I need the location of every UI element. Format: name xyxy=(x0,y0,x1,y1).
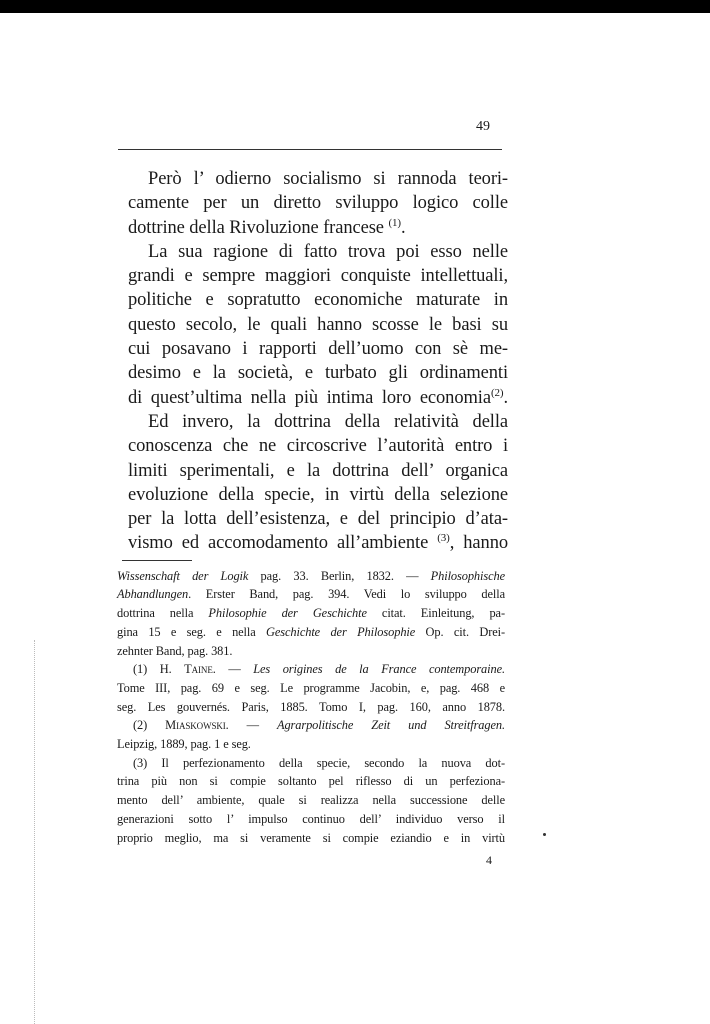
text-run: (1) H. xyxy=(133,662,185,677)
text-run: limiti sperimentali, e la dottrina dell’ organica xyxy=(128,460,508,481)
text-run: trina più non si compie soltanto pel riflesso di un perfeziona- xyxy=(117,774,505,789)
footnote-line xyxy=(117,716,505,735)
footnote-line xyxy=(117,585,505,604)
text-run: . Erster Band, pag. 394. Vedi lo sviluppo della xyxy=(188,587,505,602)
text-run: . xyxy=(503,387,508,408)
footnote-line xyxy=(117,735,505,754)
text-run: evoluzione della specie, in virtù della selezione xyxy=(128,484,508,505)
body-line xyxy=(128,288,508,312)
footnote-line xyxy=(117,679,505,698)
text-run: Philosophie der Geschichte xyxy=(208,606,367,621)
text-run: . — xyxy=(212,662,254,677)
footnote-line xyxy=(117,567,505,586)
text-run: (2) xyxy=(133,718,166,733)
text-run: Tome III, pag. 69 e seg. Le programme Jacobin, e, pag. 468 e xyxy=(117,680,505,695)
footnote-ref: (2) xyxy=(490,386,504,399)
page-number: 49 xyxy=(476,119,490,134)
text-run: zehnter Band, pag. 381. xyxy=(117,643,233,658)
body-text xyxy=(128,167,508,556)
text-run: questo secolo, le quali hanno scosse le basi su xyxy=(128,314,508,335)
scan-edge-artifact xyxy=(34,640,36,1024)
text-run: Philosophische xyxy=(430,568,505,583)
footnote-separator xyxy=(122,560,192,561)
text-run: seg. Les gouvernés. Paris, 1885. Tomo I, pag. 160, anno 1878. xyxy=(117,699,505,714)
body-line xyxy=(128,337,508,361)
text-run: La sua ragione di fatto trova poi esso nelle xyxy=(148,241,508,262)
body-line xyxy=(128,240,508,264)
page-column xyxy=(118,118,508,868)
text-run: Ed invero, la dottrina della relatività della xyxy=(148,411,508,432)
footnote-line xyxy=(117,642,505,661)
scan-speck xyxy=(543,833,546,836)
body-line xyxy=(128,507,508,531)
body-line xyxy=(128,483,508,507)
text-run: proprio meglio, ma si veramente si compie eziandio e in virtù xyxy=(117,830,505,845)
body-line xyxy=(128,531,508,555)
footnote-line xyxy=(117,754,505,773)
body-line xyxy=(128,313,508,337)
scan-top-border xyxy=(0,0,710,13)
text-run: vismo ed accomodamento all’ambiente xyxy=(128,533,438,554)
footnotes xyxy=(117,567,505,848)
text-run: grandi e sempre maggiori conquiste intellettuali, xyxy=(128,266,508,287)
body-line xyxy=(128,191,508,215)
body-line xyxy=(128,386,508,410)
text-run: conoscenza che ne circoscrive l’autorità entro i xyxy=(128,436,508,457)
text-run: dottrine della Rivoluzione francese xyxy=(128,217,389,238)
text-run: pag. 33. Berlin, 1832. — xyxy=(248,568,431,583)
body-line xyxy=(128,410,508,434)
text-run: . — xyxy=(225,718,277,733)
text-run: , hanno xyxy=(449,533,508,554)
text-run: politiche e sopratutto economiche maturate in xyxy=(128,290,508,311)
footnote-ref: (3) xyxy=(437,532,450,545)
text-run: per la lotta dell’esistenza, e del principio d’ata- xyxy=(128,509,508,530)
text-run: mento dell’ ambiente, quale si realizza nella successione delle xyxy=(117,793,505,808)
text-run: Op. cit. Drei- xyxy=(415,624,505,639)
text-run: Leipzig, 1889, pag. 1 e seg. xyxy=(117,737,251,752)
body-line xyxy=(128,167,508,191)
footnote-ref: (1) xyxy=(388,216,401,229)
text-run: Abhandlungen xyxy=(117,587,189,602)
header-rule xyxy=(118,149,502,150)
text-run: Geschichte der Philosophie xyxy=(266,624,416,639)
body-line xyxy=(128,361,508,385)
text-run: desimo e la società, e turbato gli ordinamenti xyxy=(128,363,508,384)
body-line xyxy=(128,264,508,288)
body-line xyxy=(128,216,508,240)
text-run: cui posavano i rapporti dell’uomo con sè me- xyxy=(128,339,508,360)
footnote-line xyxy=(117,791,505,810)
footnote-line xyxy=(117,772,505,791)
text-run: citat. Einleitung, pa- xyxy=(366,606,505,621)
text-run: . xyxy=(400,217,406,238)
text-run: di quest’ultima nella più intima loro economia xyxy=(128,387,491,408)
text-run: Wissenschaft der Logik xyxy=(117,568,249,583)
text-run: dottrina nella xyxy=(117,606,209,621)
text-run: gina 15 e seg. e nella xyxy=(117,624,267,639)
signature-mark: 4 xyxy=(486,853,492,868)
text-run: generazioni sotto l’ impulso continuo dell’ individuo verso il xyxy=(117,811,505,826)
footnote-line xyxy=(117,623,505,642)
text-run: Agrarpolitische Zeit und Streitfragen. xyxy=(276,718,505,733)
text-run: Però l’ odierno socialismo si rannoda teori- xyxy=(148,169,508,189)
body-line xyxy=(128,434,508,458)
text-run: camente per un diretto sviluppo logico colle xyxy=(128,193,508,214)
body-line xyxy=(128,459,508,483)
text-run: (3) Il perfezionamento della specie, secondo la nuova dot- xyxy=(133,755,505,770)
footnote-line xyxy=(117,829,505,848)
text-run: Les origines de la France contemporaine. xyxy=(253,662,505,677)
footnote-line xyxy=(117,698,505,717)
text-run: Taine xyxy=(184,662,213,677)
footnote-line xyxy=(117,660,505,679)
text-run: Miaskowski xyxy=(165,718,226,733)
footnote-line xyxy=(117,604,505,623)
footnote-line xyxy=(117,810,505,829)
